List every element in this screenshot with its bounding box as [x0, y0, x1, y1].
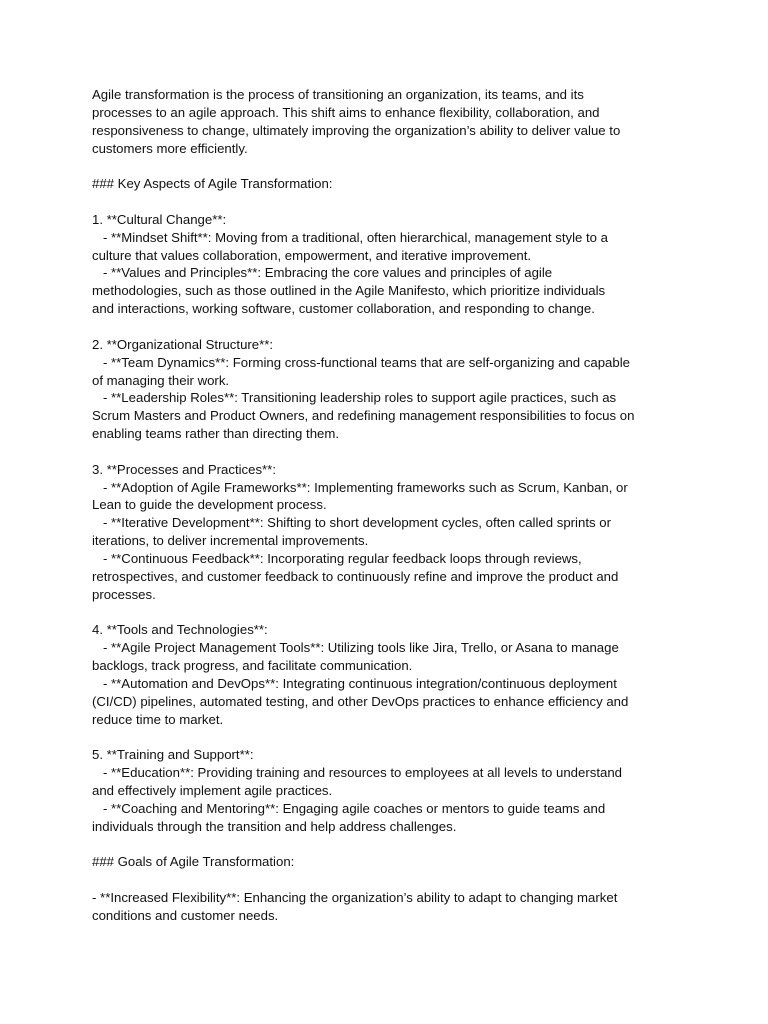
blank-line [92, 157, 692, 175]
text-line: processes to an agile approach. This shift aims to enhance flexibility, collaboration, and [92, 104, 600, 120]
text-line: (CI/CD) pipelines, automated testing, and other DevOps practices to enhance efficiency and [92, 693, 629, 709]
list-heading: 5. **Training and Support**: [92, 747, 254, 763]
text-line: methodologies, such as those outlined in the Agile Manifesto, which prioritize individuals [92, 283, 606, 299]
text-line: Agile transformation is the process of transitioning an organization, its teams, and its [92, 87, 584, 102]
list-heading: 4. **Tools and Technologies**: [92, 622, 268, 638]
text-line: - **Education**: Providing training and resources to employees at all levels to understand [92, 765, 622, 781]
list-heading: 2. **Organizational Structure**: [92, 336, 274, 352]
blank-line [92, 603, 692, 621]
text-line: - **Leadership Roles**: Transitioning leadership roles to support agile practices, such as [92, 390, 617, 406]
blank-line [92, 443, 692, 461]
text-line: - **Iterative Development**: Shifting to short development cycles, often called sprints or [92, 515, 611, 531]
text-line: enabling teams rather than directing them. [92, 426, 340, 442]
text-line: - **Automation and DevOps**: Integrating continuous integration/continuous deployment [92, 675, 617, 691]
blank-line [92, 193, 692, 211]
section-heading: ### Goals of Agile Transformation: [92, 854, 295, 870]
text-line: - **Continuous Feedback**: Incorporating regular feedback loops through reviews, [92, 550, 582, 566]
text-line: conditions and customer needs. [92, 907, 279, 923]
list-heading: 1. **Cultural Change**: [92, 211, 227, 227]
blank-line [92, 728, 692, 746]
text-line: and interactions, working software, customer collaboration, and responding to change. [92, 301, 595, 317]
text-line: culture that values collaboration, empowerment, and iterative improvement. [92, 247, 532, 263]
text-line: - **Increased Flexibility**: Enhancing the organization’s ability to adapt to changing market [92, 889, 618, 905]
text-line: backlogs, track progress, and facilitate communication. [92, 658, 413, 673]
blank-line [92, 318, 692, 336]
text-line: processes. [92, 586, 156, 602]
text-line: reduce time to market. [92, 711, 224, 727]
text-line: - **Values and Principles**: Embracing the core values and principles of agile [92, 265, 553, 281]
text-line: individuals through the transition and help address challenges. [92, 818, 457, 834]
text-line: customers more efficiently. [92, 140, 248, 156]
text-line: - **Agile Project Management Tools**: Utilizing tools like Jira, Trello, or Asana to manage [92, 640, 619, 656]
text-line: iterations, to deliver incremental improvements. [92, 533, 369, 549]
text-line: - **Coaching and Mentoring**: Engaging agile coaches or mentors to guide teams and [92, 800, 606, 816]
section-heading: ### Key Aspects of Agile Transformation: [92, 176, 333, 192]
blank-line [92, 871, 692, 889]
text-line: - **Adoption of Agile Frameworks**: Implementing frameworks such as Scrum, Kanban, or [92, 479, 628, 495]
text-line: Scrum Masters and Product Owners, and redefining management responsibilities to focus on [92, 408, 635, 424]
document-body [92, 86, 692, 925]
blank-line [92, 835, 692, 853]
text-line: of managing their work. [92, 372, 230, 388]
list-heading: 3. **Processes and Practices**: [92, 461, 276, 477]
text-line: and effectively implement agile practices. [92, 782, 333, 798]
text-line: - **Team Dynamics**: Forming cross-functional teams that are self-organizing and capable [92, 354, 630, 370]
text-line: retrospectives, and customer feedback to continuously refine and improve the product and [92, 568, 619, 584]
text-line: responsiveness to change, ultimately improving the organization’s ability to deliver value to [92, 122, 621, 138]
text-line: Lean to guide the development process. [92, 497, 327, 513]
text-line: - **Mindset Shift**: Moving from a traditional, often hierarchical, management style to a [92, 229, 609, 245]
